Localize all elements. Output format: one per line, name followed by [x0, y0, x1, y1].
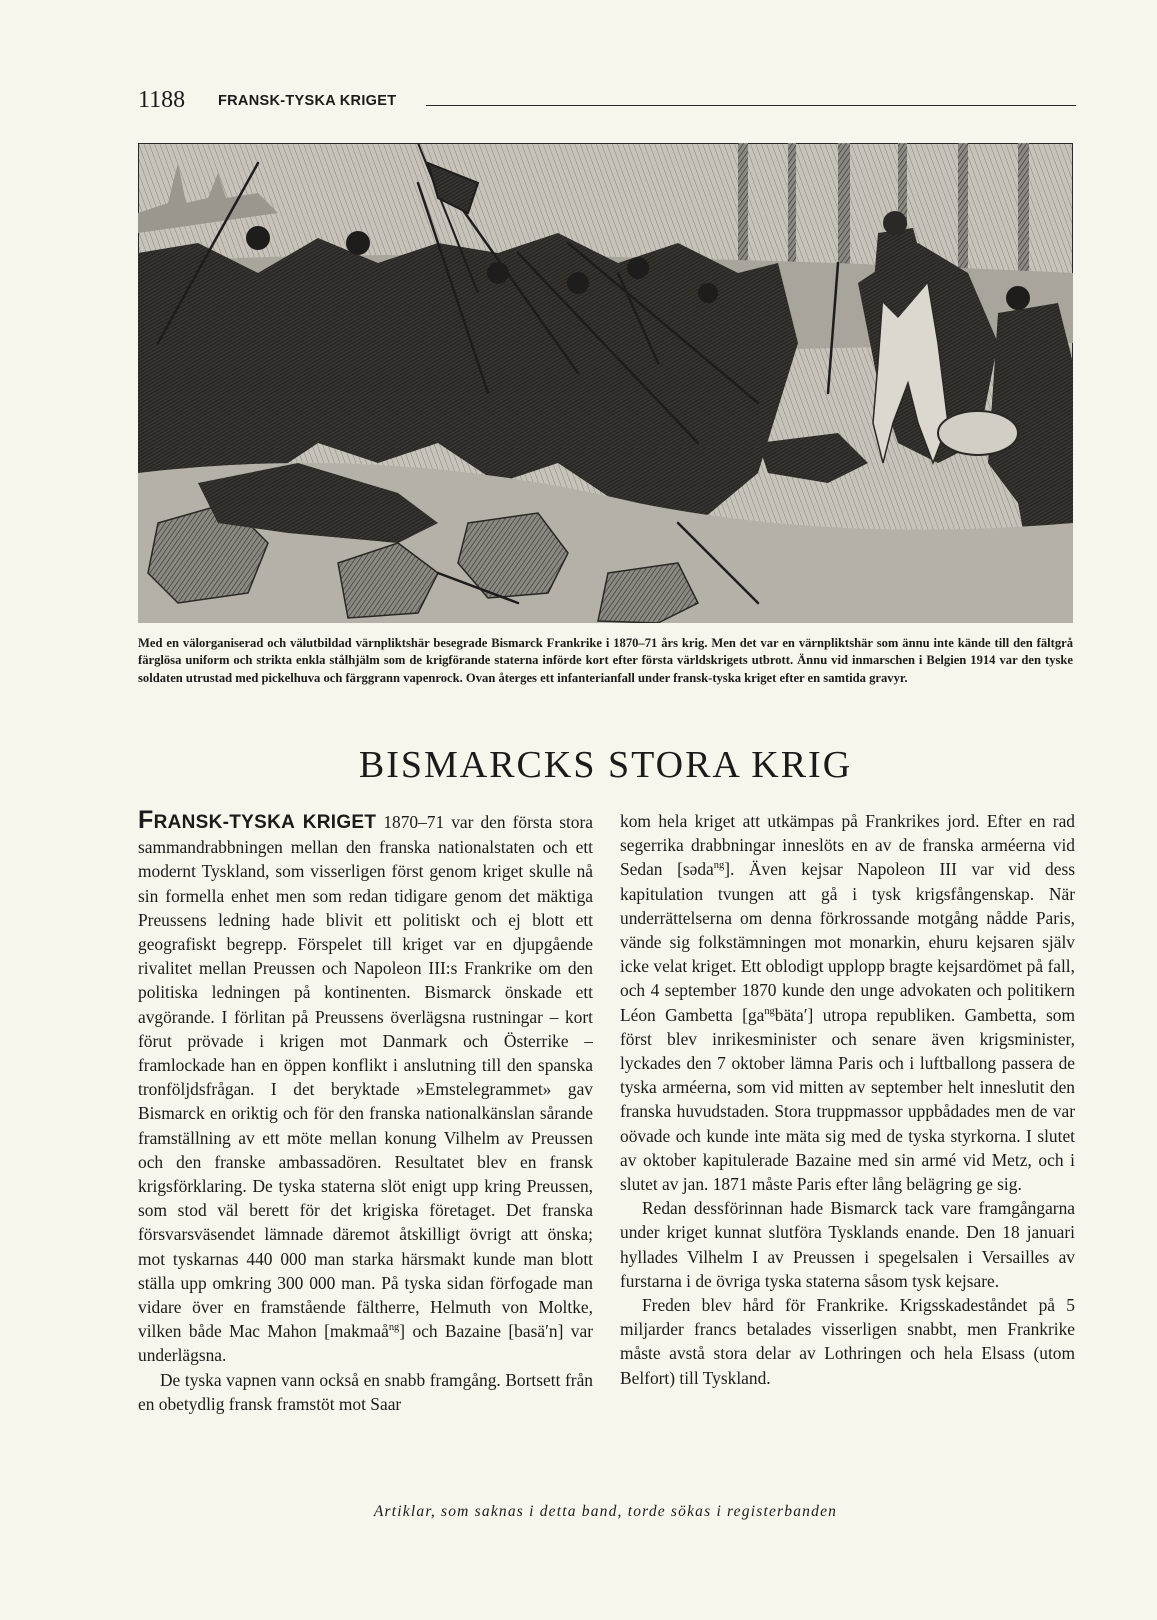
article-headline: BISMARCKS STORA KRIG: [358, 744, 853, 786]
article-paragraph: Freden blev hård för Frankrike. Krigsskadeståndet på 5 miljarder francs betalades visserligen snabbt, men Frankrike måste avstå stora delar av Lothringen och hela Elsass (utom Belfort) till Tyskland.: [620, 1295, 1075, 1388]
header-rule: [426, 105, 1076, 106]
lead-word: FRANSK-TYSKA KRIGET: [138, 806, 377, 834]
article-paragraph: Redan dessförinnan hade Bismarck tack vare framgångarna under kriget kunnat slutföra Tysklands enande. Den 18 januari hyllades Vilhelm I av Preussen i spegelsalen i Versailles av furstarna i de övriga tyska staterna såsom tysk kejsare.: [620, 1198, 1075, 1291]
article-column-right: [620, 809, 1075, 1390]
figure-caption: Med en välorganiserad och välutbildad värnpliktshär besegrade Bismarck Frankrike i 1870–71 års krig. Men det var en värnpliktshär som ännu inte kände till den fältgrå färglösa uniform och strikta enkla stålhjälm som de krigförande staterna införde kort efter första världskrigets utbrott. Ännu vid inmarschen i Belgien 1914 var den tyske soldaten utrustad med pickelhuva och färggrann vapenrock. Ovan återges ett infanterianfall under fransk-tyska kriget efter en samtida gravyr.: [138, 636, 1073, 685]
page-number: 1188: [138, 87, 186, 113]
page-header: [138, 86, 1076, 114]
footer-note: Artiklar, som saknas i detta band, torde sökas i registerbanden: [373, 1503, 838, 1520]
article-paragraph: FRANSK-TYSKA KRIGET 1870–71 var den första stora sammandrabbningen mellan den franska nationalstaten och ett modernt Tyskland, som visserligen först genom kriget skulle nå sin formella enhet men som redan tidigare genom det mäktiga Preussens ledning hade blivit ett politiskt och ej blott ett geografiskt begrepp. Förspelet till kriget var en djupgående rivalitet mellan Preussen och Napoleon III:s Frankrike om den politiska ledningen på kontinenten. Bismarck önskade ett avgörande. I förlitan på Preussens överlägsna rustningar – kort förut prövade i krigen mot Danmark och Österrike – framlockade han en öppen konflikt i anslutning till den spanska tronföljdsfrågan. I det beryktade »Emstelegrammet» gav Bismarck en oriktig och för den franska nationalkänslan sårande framställning av ett möte mellan konung Vilhelm av Preussen och den franske ambassadören. Resultatet blev en fransk krigsförklaring. De tyska staterna slöt enigt upp kring Preussen, som stod väl berett för det krigiska företaget. Det franska försvarsväsendet lämnade däremot åtskilligt övrigt att önska; mot tyskarnas 440 000 man starka härsmakt kunde man blott ställa upp omkring 300 000 man. På tyska sidan förfogade man vidare över en framstående fältherre, Helmuth von Moltke, vilken både Mac Mahon [makmaå$^{ng}$] och Bazaine [basä′n] var underlägsna.: [138, 806, 594, 1366]
running-head: FRANSK-TYSKA KRIGET: [218, 93, 397, 109]
article-paragraph: De tyska vapnen vann också en snabb framgång. Bortsett från en obetydlig fransk framstöt mot Saar: [138, 1369, 593, 1414]
engraving-illustration-icon: [138, 143, 1073, 623]
article-paragraph: kom hela kriget att utkämpas på Frankrikes jord. Efter en rad segerrika drabbningar inneslöts en av de franska arméerna vid Sedan [sәda$^{ng}$]. Även kejsar Napoleon III var vid dess kapitulation tvungen att gå i tysk krigsfångenskap. När underrättelserna om denna förkrossande motgång nådde Paris, vände sig folkstämningen mot monarkin, ehuru kejsaren själv icke velat kriget. Ett oblodigt upplopp bragte kejsardömet på fall, och 4 september 1870 kunde den unge advokaten och politikern Léon Gambetta $[ga^{ng}bäta']$ utropa republiken. Gambetta, som först blev inrikesminister och senare även krigsminister, lyckades den 7 oktober lämna Paris och i luftballong passera de tyska arméerna, som vid mitten av september helt inneslutit den franska huvudstaden. Stora truppmassor uppbådades men de var oövade och kunde inte mäta sig med de tyska styrkorna. I slutet av oktober kapitulerade Bazaine med sin armé vid Metz, och i slutet av jan. 1871 måste Paris efter lång belägring ge sig.: [620, 811, 1075, 1195]
article-column-left: [138, 808, 593, 1416]
